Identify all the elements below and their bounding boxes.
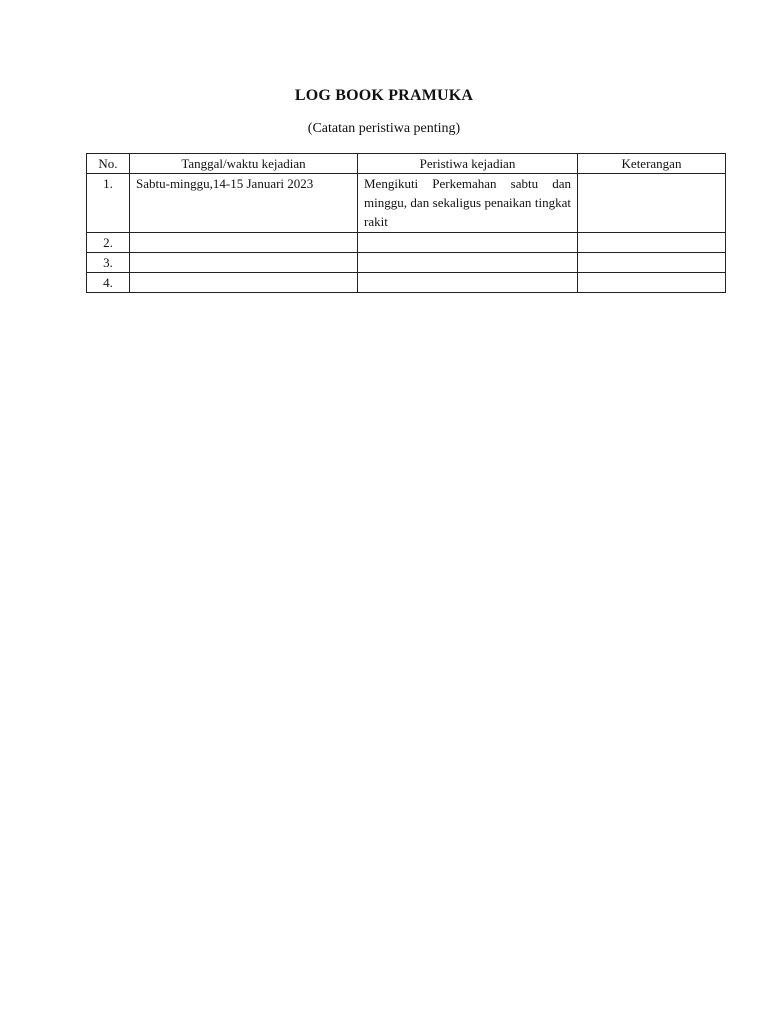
row-number: 1. [87, 174, 130, 233]
row-date [130, 253, 358, 273]
row-event [358, 233, 578, 253]
document-subtitle: (Catatan peristiwa penting) [307, 121, 461, 136]
document-title: LOG BOOK PRAMUKA [294, 87, 474, 104]
row-note [578, 174, 726, 233]
row-date [130, 233, 358, 253]
table-header-row [87, 154, 726, 174]
table-row [87, 233, 726, 253]
row-event: Mengikuti Perkemahan sabtu dan minggu, dan sekaligus penaikan tingkat rakit [358, 174, 578, 233]
row-date: Sabtu-minggu,14-15 Januari 2023 [130, 174, 358, 233]
table-row [87, 253, 726, 273]
row-number: 2. [87, 233, 130, 253]
row-note [578, 273, 726, 293]
header-date: Tanggal/waktu kejadian [130, 154, 358, 174]
row-event [358, 273, 578, 293]
header-note: Keterangan [578, 154, 726, 174]
row-note [578, 233, 726, 253]
row-number: 4. [87, 273, 130, 293]
row-date [130, 273, 358, 293]
log-table [86, 153, 726, 293]
table-row [87, 174, 726, 233]
row-number: 3. [87, 253, 130, 273]
header-event: Peristiwa kejadian [358, 154, 578, 174]
table-row [87, 273, 726, 293]
row-note [578, 253, 726, 273]
header-no: No. [87, 154, 130, 174]
row-event [358, 253, 578, 273]
